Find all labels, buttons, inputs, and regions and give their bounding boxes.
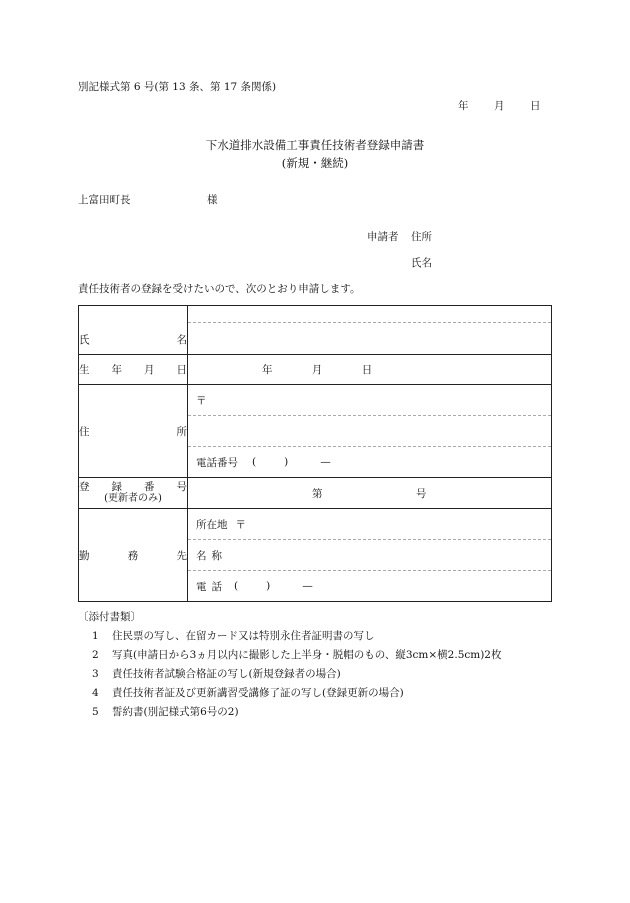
birthdate-label-cell — [79, 355, 188, 385]
name-row — [79, 306, 552, 355]
registration-prefix: 第 — [312, 487, 323, 500]
addressee-honorific: 様 — [207, 194, 218, 206]
furigana-line — [188, 306, 551, 323]
name-input-cell[interactable] — [188, 306, 552, 355]
date-month-label: 月 — [494, 100, 505, 112]
address-label-char: 所 — [176, 425, 187, 438]
paren-close: ) — [266, 580, 271, 592]
address-postal-line — [188, 385, 551, 415]
birth-year-label: 年 — [262, 364, 273, 376]
applicant-address-label: 住所 — [411, 231, 432, 243]
registration-label-char: 号 — [176, 480, 187, 493]
workplace-name-line — [188, 539, 551, 570]
addressee-name: 上富田町長 — [78, 194, 131, 206]
registration-label-char: 登 — [79, 480, 90, 493]
workplace-location-line — [188, 509, 551, 539]
workplace-name-char: 称 — [211, 549, 222, 562]
workplace-input-cell[interactable] — [188, 509, 552, 602]
workplace-label-cell — [79, 509, 188, 602]
birthdate-label-char: 日 — [176, 364, 187, 376]
workplace-row — [79, 509, 552, 602]
date-day-label: 日 — [530, 100, 541, 112]
attachment-text: 誓約書(別記様式第6号の2) — [112, 706, 239, 718]
attachment-number: 1 — [92, 630, 99, 642]
paren-close: ) — [284, 456, 289, 468]
document-title: 下水道排水設備工事責任技術者登録申請書 — [205, 138, 425, 152]
workplace-label-char: 勤 — [79, 549, 90, 562]
registration-row — [79, 478, 552, 509]
registration-label-char: 録 — [111, 480, 122, 493]
name-line — [188, 323, 551, 354]
attachment-number: 4 — [92, 687, 99, 699]
workplace-tel-char: 話 — [211, 580, 222, 593]
attachment-text: 責任技術者試験合格証の写し(新規登録者の場合) — [112, 668, 341, 680]
name-label-cell — [79, 306, 188, 355]
attachment-item — [92, 650, 501, 661]
registration-input-cell[interactable] — [188, 478, 552, 509]
workplace-label-char: 務 — [127, 549, 139, 562]
name-label-char: 氏 — [79, 333, 90, 346]
applicant-name-label: 氏名 — [411, 257, 432, 269]
attachment-text: 住民票の写し、在留カード又は特別永住者証明書の写し — [112, 630, 375, 642]
attachment-item — [92, 688, 404, 699]
address-phone-line — [188, 446, 551, 477]
birthdate-label-char: 生 — [79, 364, 90, 376]
registration-label-cell — [79, 478, 188, 509]
birth-month-label: 月 — [311, 364, 323, 376]
workplace-postal-mark: 〒 — [235, 518, 246, 531]
attachment-number: 5 — [92, 706, 99, 718]
phone-label: 電話番号 — [196, 456, 238, 469]
attachment-text: 責任技術者証及び更新講習受講修了証の写し(登録更新の場合) — [112, 687, 404, 699]
date-year-label: 年 — [458, 100, 469, 112]
workplace-tel-char: 電 — [196, 580, 207, 593]
attachment-number: 3 — [92, 668, 99, 680]
birthdate-input-cell[interactable] — [188, 355, 552, 385]
name-label-char: 名 — [176, 333, 187, 346]
registration-suffix: 号 — [415, 487, 427, 500]
address-input-cell[interactable] — [188, 385, 552, 478]
attachment-number: 2 — [92, 649, 99, 661]
attachment-item — [92, 707, 239, 718]
registration-label-char: 番 — [144, 480, 155, 493]
document-subtitle: (新規・継続) — [281, 156, 349, 170]
address-line — [188, 415, 551, 446]
location-label: 所在地 — [196, 518, 228, 531]
birth-day-label: 日 — [361, 364, 373, 376]
postal-mark: 〒 — [196, 394, 207, 407]
form-number: 別記様式第 6 号(第 13 条、第 17 条関係) — [78, 81, 277, 93]
address-label-cell — [79, 385, 188, 478]
birthdate-label-char: 月 — [144, 364, 155, 376]
attachments-heading: 〔添付書類〕 — [78, 611, 141, 623]
paren-open: ( — [234, 580, 239, 592]
intro-text: 責任技術者の登録を受けたいので、次のとおり申請します。 — [78, 283, 361, 295]
workplace-phone-line — [188, 570, 551, 601]
birthdate-label-char: 年 — [111, 364, 122, 376]
address-label-char: 住 — [79, 425, 90, 438]
workplace-name-char: 名 — [196, 549, 207, 562]
attachment-text: 写真(申請日から3ヵ月以内に撮影した上半身・脱帽のもの、縦3cm×横2.5cm)2枚 — [112, 649, 502, 661]
phone-dash: — — [302, 580, 313, 592]
applicant-label: 申請者 — [367, 231, 399, 243]
application-form-table — [78, 305, 552, 602]
paren-open: ( — [252, 456, 257, 468]
registration-note: (更新者のみ) — [104, 493, 162, 505]
attachment-item — [92, 631, 375, 642]
phone-dash: — — [320, 456, 331, 468]
workplace-label-char: 先 — [176, 549, 187, 562]
attachment-item — [92, 669, 341, 680]
birthdate-row — [79, 355, 552, 385]
address-row — [79, 385, 552, 478]
